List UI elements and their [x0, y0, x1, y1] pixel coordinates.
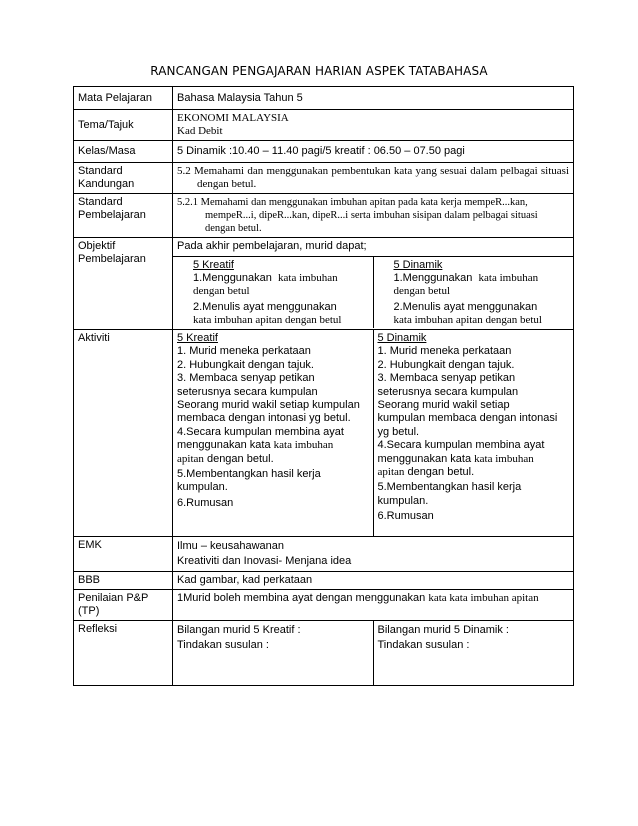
aktiviti-step: seterusnya secara kumpulan	[177, 385, 318, 398]
aktiviti-kreatif	[173, 330, 373, 536]
label-standard-pembelajaran	[74, 194, 173, 238]
aktiviti-step: yg betul.	[377, 425, 420, 438]
penilaian-text: 1Murid boleh membina ayat dengan menggunakan	[177, 592, 426, 604]
value-refleksi	[173, 621, 574, 686]
aktiviti-step: 3. Membaca senyap petikan	[377, 372, 516, 385]
refleksi-dinamik	[373, 621, 574, 685]
objektif-split	[173, 257, 573, 328]
objektif-item-text: 2.Menulis ayat menggunakan	[193, 301, 337, 313]
refleksi-line: Tindakan susulan :	[377, 639, 470, 651]
aktiviti-head: 5 Kreatif	[177, 332, 218, 344]
value-objektif	[173, 238, 574, 330]
value-kelas: 5 Dinamik :10.40 – 11.40 pagi/5 kreatif : 06.50 – 07.50 pagi	[173, 141, 574, 163]
objektif-dinamik-head: 5 Dinamik	[393, 259, 443, 271]
aktiviti-step: 4.Secara kumpulan membina ayat	[177, 425, 344, 438]
label-standard-kandungan	[74, 163, 173, 194]
row-mata-pelajaran	[74, 87, 574, 110]
row-tema	[74, 110, 574, 141]
label-refleksi: Refleksi	[74, 621, 173, 686]
value-emk	[173, 537, 574, 572]
refleksi-line: Bilangan murid 5 Kreatif :	[177, 624, 301, 636]
aktiviti-head: 5 Dinamik	[377, 332, 427, 344]
label-penilaian	[74, 590, 173, 621]
row-kelas	[74, 141, 574, 163]
objektif-item-text: dengan betul	[193, 285, 250, 297]
label-line: Pembelajaran	[78, 253, 146, 265]
tajuk-line: Kad Debit	[177, 125, 223, 137]
aktiviti-step: 2. Hubungkait dengan tajuk.	[177, 358, 314, 371]
aktiviti-split	[173, 330, 573, 536]
aktiviti-step-text: apitan	[377, 466, 405, 479]
aktiviti-step: Seorang murid wakil setiap	[377, 399, 510, 412]
refleksi-line: Tindakan susulan :	[177, 639, 269, 651]
value-mata-pelajaran: Bahasa Malaysia Tahun 5	[173, 87, 574, 110]
value-penilaian	[173, 590, 574, 621]
value-bbb: Kad gambar, kad perkataan	[173, 572, 574, 590]
aktiviti-step: kumpulan.	[377, 494, 429, 507]
row-objektif	[74, 238, 574, 330]
label-line: Standard	[78, 165, 123, 177]
label-objektif	[74, 238, 173, 330]
aktiviti-step-text: menggunakan kata	[377, 452, 472, 465]
emk-line: Ilmu – keusahawanan	[177, 540, 285, 552]
value-aktiviti	[173, 330, 574, 537]
aktiviti-step: Seorang murid wakil setiap kumpulan	[177, 399, 360, 412]
sp-text: 5.2.1 Memahami dan menggunakan imbuhan apitan pada kata kerja mempeR...kan, mempeR...i, dipeR...kan, dipeR...i serta imbuhan sisipan dalam pelbagai situasi dengan betul.	[177, 197, 538, 234]
refleksi-kreatif	[173, 621, 373, 685]
aktiviti-step	[177, 453, 369, 466]
row-penilaian	[74, 590, 574, 621]
tema-line: EKONOMI MALAYSIA	[177, 112, 289, 124]
aktiviti-step: 3. Membaca senyap petikan	[177, 372, 315, 385]
row-aktiviti	[74, 330, 574, 537]
objektif-item-text: dengan betul	[393, 285, 451, 297]
aktiviti-step	[378, 453, 570, 466]
label-tema: Tema/Tajuk	[74, 110, 173, 141]
aktiviti-step-text: kata imbuhan	[474, 452, 534, 465]
objektif-kreatif	[173, 257, 373, 328]
objektif-intro: Pada akhir pembelajaran, murid dapat;	[173, 238, 573, 257]
label-line: Kandungan	[78, 178, 135, 190]
label-mata-pelajaran: Mata Pelajaran	[74, 87, 173, 110]
lesson-plan-table	[73, 86, 574, 686]
objektif-item-text: 1.Menggunakan	[393, 272, 473, 284]
aktiviti-step	[177, 439, 369, 452]
row-standard-pembelajaran	[74, 194, 574, 238]
label-bbb: BBB	[74, 572, 173, 590]
label-line: Pembelajaran	[78, 209, 146, 221]
objektif-item-text: kata imbuhan apitan dengan betul	[193, 314, 342, 326]
aktiviti-step	[378, 466, 570, 479]
aktiviti-step: 2. Hubungkait dengan tajuk.	[377, 358, 515, 371]
aktiviti-step: 5.Membentangkan hasil kerja	[177, 468, 321, 481]
objektif-item-text: 2.Menulis ayat menggunakan	[393, 301, 538, 313]
value-standard-pembelajaran	[173, 194, 574, 238]
aktiviti-step: 1. Murid meneka perkataan	[177, 345, 311, 358]
row-standard-kandungan	[74, 163, 574, 194]
refleksi-split	[173, 621, 573, 685]
row-bbb	[74, 572, 574, 590]
penilaian-text: kata kata imbuhan apitan	[428, 592, 539, 604]
aktiviti-step: seterusnya secara kumpulan	[377, 385, 519, 398]
refleksi-line: Bilangan murid 5 Dinamik :	[377, 624, 509, 636]
aktiviti-step: 6.Rumusan	[177, 496, 234, 509]
row-emk	[74, 537, 574, 572]
aktiviti-step: 1. Murid meneka perkataan	[377, 345, 512, 358]
row-refleksi	[74, 621, 574, 686]
aktiviti-step: 6.Rumusan	[377, 510, 434, 523]
value-tema	[173, 110, 574, 141]
objektif-item-text: 1.Menggunakan	[193, 272, 272, 284]
aktiviti-step: 4.Secara kumpulan membina ayat	[377, 439, 545, 452]
aktiviti-step: kumpulan membaca dengan intonasi	[377, 412, 558, 425]
label-emk: EMK	[74, 537, 173, 572]
label-line: Penilaian P&P	[78, 592, 149, 604]
label-kelas: Kelas/Masa	[74, 141, 173, 163]
aktiviti-step: membaca dengan intonasi yg betul.	[177, 412, 351, 425]
value-standard-kandungan	[173, 163, 574, 194]
objektif-item	[193, 272, 369, 285]
label-line: Objektif	[78, 240, 116, 252]
label-line: (TP)	[78, 605, 100, 617]
aktiviti-dinamik	[373, 330, 574, 536]
aktiviti-step-text: menggunakan kata	[177, 439, 271, 452]
aktiviti-step: kumpulan.	[177, 481, 228, 494]
objektif-item-text: kata imbuhan apitan dengan betul	[393, 314, 542, 326]
aktiviti-step: 5.Membentangkan hasil kerja	[377, 481, 522, 494]
aktiviti-step-text: kata imbuhan	[273, 439, 334, 452]
objektif-item-text: kata imbuhan	[278, 272, 338, 284]
objektif-item	[394, 272, 570, 285]
emk-line: Kreativiti dan Inovasi- Menjana idea	[177, 555, 352, 567]
objektif-dinamik	[373, 257, 574, 328]
label-line: Standard	[78, 196, 123, 208]
objektif-kreatif-head: 5 Kreatif	[193, 259, 234, 271]
sk-text: 5.2 Memahami dan menggunakan pembentukan kata yang sesuai dalam pelbagai situasi dengan betul.	[177, 165, 569, 190]
aktiviti-step-text: apitan	[177, 452, 204, 465]
label-aktiviti: Aktiviti	[74, 330, 173, 537]
objektif-item-text: kata imbuhan	[478, 272, 539, 284]
page-title: RANCANGAN PENGAJARAN HARIAN ASPEK TATABAHASA	[150, 64, 488, 78]
aktiviti-step-text: dengan betul.	[206, 452, 274, 465]
aktiviti-step-text: dengan betul.	[407, 466, 475, 479]
